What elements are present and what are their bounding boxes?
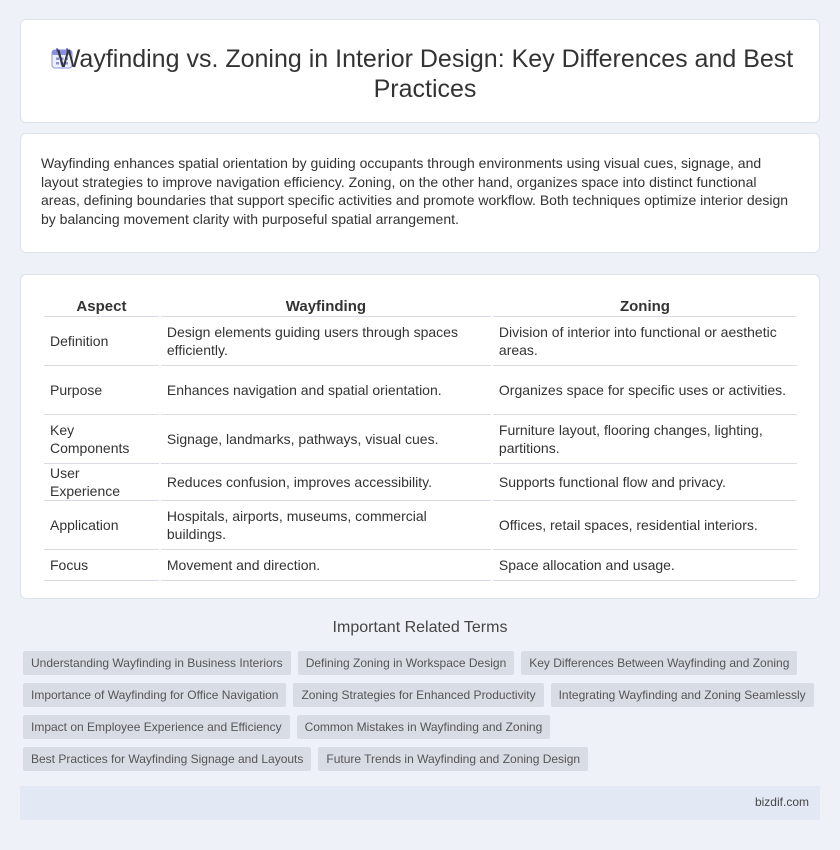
intro-paragraph: Wayfinding enhances spatial orientation by guiding occupants through environments using visual cues, signage, and layout strategies to improve navigation efficiency. Zoning, on the other hand, organizes space into distinct functional areas, defining boundaries that support specific activities and promote workflow. Both techniques optimize interior design by balancing movement clarity with purposeful spatial arrangement. [41,155,789,227]
cell-aspect: Definition [44,317,159,366]
intro-card [20,133,820,253]
cell-zoning: Offices, retail spaces, residential interiors. [493,501,797,550]
cell-zoning: Furniture layout, flooring changes, lighting, partitions. [493,415,797,464]
cell-zoning: Supports functional flow and privacy. [493,464,797,501]
table-row [44,464,797,501]
related-term-link[interactable]: Understanding Wayfinding in Business Interiors [23,651,291,675]
cell-wayfinding: Design elements guiding users through spaces efficiently. [161,317,491,366]
cell-zoning: Division of interior into functional or aesthetic areas. [493,317,797,366]
cell-aspect: Application [44,501,159,550]
header-aspect: Aspect [44,297,159,317]
table-row [44,366,797,415]
related-term-link[interactable]: Importance of Wayfinding for Office Navigation [23,683,286,707]
cell-aspect: Purpose [44,366,159,415]
title-card [20,19,820,123]
page-title: Wayfinding vs. Zoning in Interior Design: Key Differences and Best Practices [56,45,794,103]
footer-site-link[interactable]: bizdif.com [754,795,809,809]
footer [20,786,820,820]
table-row [44,317,797,366]
cell-aspect: Key Components [44,415,159,464]
related-term-link[interactable]: Impact on Employee Experience and Efficiency [23,715,290,739]
cell-zoning: Space allocation and usage. [493,550,797,581]
related-term-link[interactable]: Future Trends in Wayfinding and Zoning Design [318,747,588,771]
related-term-link[interactable]: Key Differences Between Wayfinding and Zoning [521,651,797,675]
related-term-link[interactable]: Integrating Wayfinding and Zoning Seamlessly [551,683,814,707]
cell-aspect: Focus [44,550,159,581]
cell-aspect: User Experience [44,464,159,501]
cell-wayfinding: Hospitals, airports, museums, commercial buildings. [161,501,491,550]
table-row [44,550,797,581]
related-term-link[interactable]: Defining Zoning in Workspace Design [298,651,515,675]
cell-wayfinding: Movement and direction. [161,550,491,581]
related-terms-list [23,651,823,779]
header-zoning: Zoning [493,297,797,317]
cell-wayfinding: Reduces confusion, improves accessibility. [161,464,491,501]
related-term-link[interactable]: Best Practices for Wayfinding Signage and Layouts [23,747,311,771]
related-term-link[interactable]: Zoning Strategies for Enhanced Productivity [293,683,543,707]
cell-wayfinding: Enhances navigation and spatial orientation. [161,366,491,415]
table-row [44,415,797,464]
related-terms-title: Important Related Terms [332,619,508,636]
comparison-table [42,297,799,581]
table-row [44,501,797,550]
related-term-link[interactable]: Common Mistakes in Wayfinding and Zoning [297,715,551,739]
header-wayfinding: Wayfinding [161,297,491,317]
cell-wayfinding: Signage, landmarks, pathways, visual cues. [161,415,491,464]
cell-zoning: Organizes space for specific uses or activities. [493,366,797,415]
comparison-table-card [20,274,820,599]
